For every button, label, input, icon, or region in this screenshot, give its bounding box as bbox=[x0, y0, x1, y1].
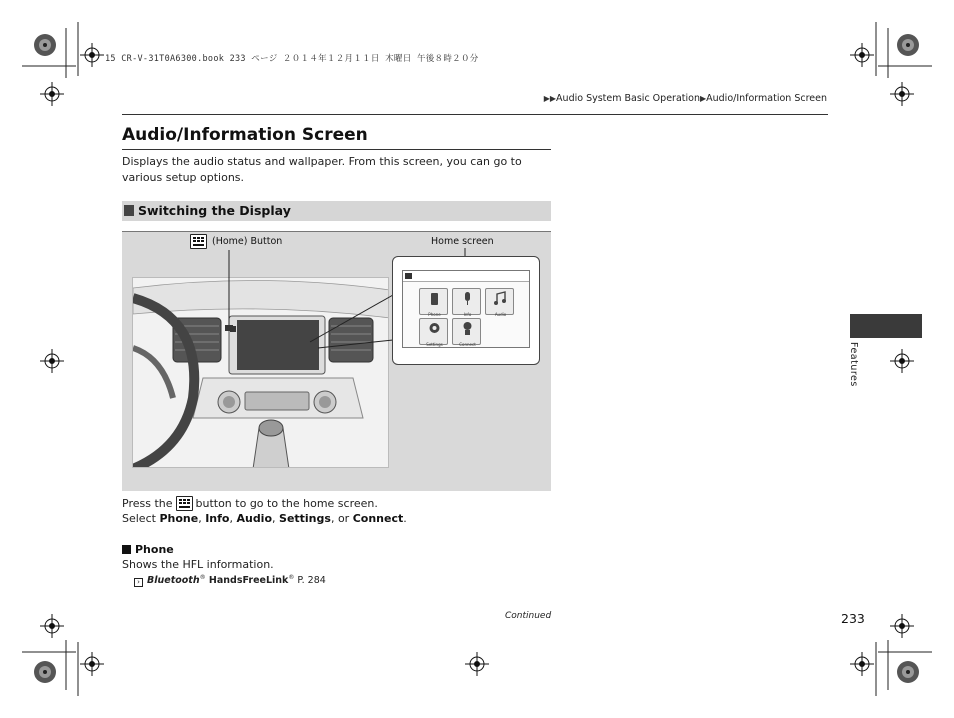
option-info: Info bbox=[205, 512, 230, 525]
separator: , or bbox=[330, 512, 353, 525]
home-icon bbox=[405, 273, 412, 279]
select-prefix: Select bbox=[122, 512, 160, 525]
app-phone-label: Phone bbox=[428, 312, 441, 317]
app-audio-button[interactable] bbox=[485, 288, 514, 315]
chapter-tab bbox=[850, 314, 922, 338]
home-screen-label: Home screen bbox=[431, 236, 494, 247]
phone-heading bbox=[122, 543, 174, 556]
xref-handsfreelink: HandsFreeLink bbox=[205, 575, 289, 587]
app-settings-button[interactable] bbox=[419, 318, 448, 345]
select-instruction bbox=[122, 512, 407, 525]
phone-description: Shows the HFL information. bbox=[122, 558, 274, 571]
music-note-icon bbox=[486, 289, 515, 308]
cross-reference-arrow-icon: › bbox=[134, 578, 143, 587]
page-number: 233 bbox=[841, 611, 865, 626]
separator: , bbox=[229, 512, 237, 525]
chapter-tab-label: Features bbox=[848, 342, 859, 387]
print-header: 15 CR-V-31T0A6300.book 233 ページ ２０１４年１２月１１日 木曜日 午後８時２０分 bbox=[105, 54, 479, 64]
connect-icon bbox=[453, 319, 482, 338]
separator: , bbox=[198, 512, 206, 525]
intro-paragraph: Displays the audio status and wallpaper. From this screen, you can go to various setup options. bbox=[122, 155, 522, 184]
app-audio-label: Audio bbox=[494, 312, 507, 317]
separator: , bbox=[272, 512, 280, 525]
home-button-inline-icon bbox=[176, 496, 193, 511]
xref-page: P. 284 bbox=[294, 575, 326, 587]
press-instruction bbox=[122, 496, 378, 511]
home-button-marker bbox=[225, 325, 233, 331]
option-settings: Settings bbox=[279, 512, 331, 525]
gear-icon bbox=[420, 319, 449, 338]
app-connect-label: Connect bbox=[459, 342, 476, 347]
arrow-icon: ▶ bbox=[699, 94, 707, 103]
app-connect-button[interactable] bbox=[452, 318, 481, 345]
phone-icon bbox=[420, 289, 449, 308]
app-phone-button[interactable] bbox=[419, 288, 448, 315]
app-settings-label: Settings bbox=[426, 342, 443, 347]
continued-label: Continued bbox=[505, 611, 552, 621]
press-prefix: Press the bbox=[122, 497, 173, 510]
bullet-square-icon bbox=[122, 545, 131, 554]
section-title: Switching the Display bbox=[138, 203, 291, 218]
app-info-label: Info bbox=[463, 312, 472, 317]
phone-heading-text: Phone bbox=[135, 543, 174, 556]
breadcrumb-item-parent[interactable]: Audio System Basic Operation bbox=[556, 93, 700, 104]
page-title: Audio/Information Screen bbox=[122, 125, 368, 145]
home-screen-status-bar bbox=[403, 271, 529, 282]
cross-reference-link[interactable]: › Bluetooth® HandsFreeLink® P. 284 bbox=[134, 574, 326, 587]
option-phone: Phone bbox=[159, 512, 199, 525]
period: . bbox=[403, 512, 407, 525]
xref-bluetooth: Bluetooth bbox=[147, 575, 200, 587]
home-button-label: (Home) Button bbox=[212, 236, 283, 247]
option-connect: Connect bbox=[352, 512, 404, 525]
option-audio: Audio bbox=[236, 512, 273, 525]
breadcrumb-item-current: Audio/Information Screen bbox=[706, 93, 827, 104]
press-suffix: button to go to the home screen. bbox=[195, 497, 378, 510]
microphone-icon bbox=[453, 289, 482, 308]
app-info-button[interactable] bbox=[452, 288, 481, 315]
double-arrow-icon: ▶▶ bbox=[543, 94, 557, 103]
